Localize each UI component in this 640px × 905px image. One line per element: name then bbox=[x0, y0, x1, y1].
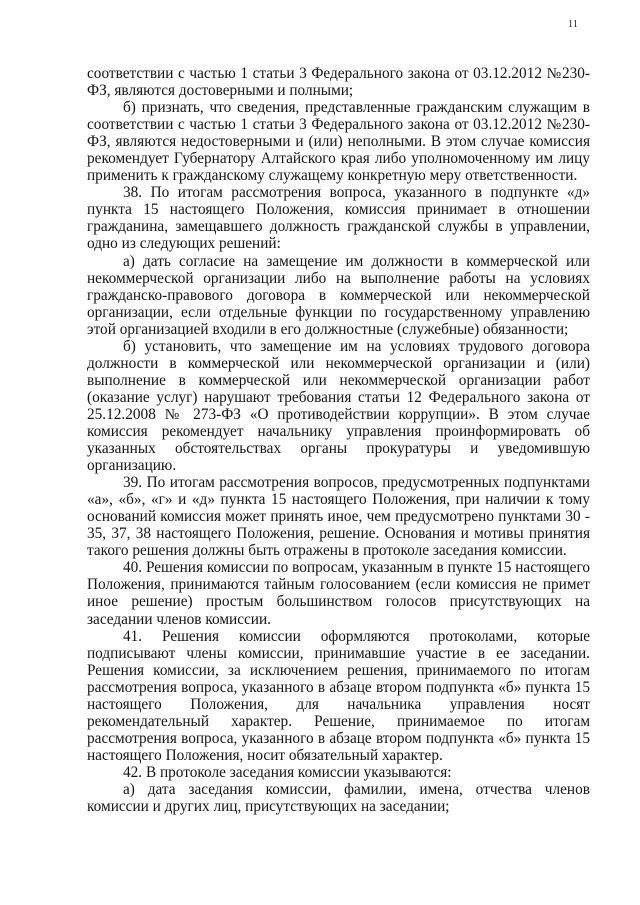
document-body bbox=[87, 65, 590, 815]
paragraph-clause-39: 39. По итогам рассмотрения вопросов, предусмотренных подпунктами «а», «б», «г» и «д» пункта 15 настоящего Положения, при наличии к тому оснований комиссия может принять иное, чем предусмотрено пунктами 30 - 35, 37, 38 настоящего Положения, решение. Основания и мотивы принятия такого решения должны быть отражены в протоколе заседания комиссии. bbox=[87, 474, 590, 560]
paragraph-clause-40: 40. Решения комиссии по вопросам, указанным в пункте 15 настоящего Положения, принимаются тайным голосованием (если комиссия не примет иное решение) простым большинством голосов присутствующих на заседании членов комиссии. bbox=[87, 559, 590, 628]
paragraph-clause-38-b: б) установить, что замещение им на условиях трудового договора должности в коммерческой или некоммерческой организации и (или) выполнение в коммерческой или некоммерческой организации работ (оказание услуг) нарушают требования статьи 12 Федерального закона от 25.12.2008 № 273-ФЗ «О противодействии коррупции». В этом случае комиссия рекомендует начальнику управления проинформировать об указанных обстоятельствах органы прокуратуры и уведомившую организацию. bbox=[87, 337, 590, 475]
paragraph-clause-42-a: а) дата заседания комиссии, фамилии, имена, отчества членов комиссии и других лиц, присутствующих на заседании; bbox=[87, 780, 590, 816]
paragraph-continuation: соответствии с частью 1 статьи 3 Федерального закона от 03.12.2012 №230-ФЗ, являются достоверными и полными; bbox=[87, 65, 590, 100]
paragraph-subclause-b-incomplete: б) признать, что сведения, представленные гражданским служащим в соответствии с частью 1 статьи 3 Федерального закона от 03.12.2012 №230-ФЗ, являются недостоверными и (или) неполными. В этом случае комиссия рекомендует Губернатору Алтайского края либо уполномоченному им лицу применить к гражданскому служащему конкретную меру ответственности. bbox=[87, 99, 590, 185]
paragraph-clause-38-a: а) дать согласие на замещение им должности в коммерческой или некоммерческой организации либо на выполнение работы на условиях гражданско-правового договора в коммерческой или некоммерческой организации, если отдельные функции по государственному управлению этой организацией входили в его должностные (служебные) обязанности; bbox=[87, 252, 590, 338]
page-number: 11 bbox=[567, 19, 578, 30]
paragraph-clause-42: 42. В протоколе заседания комиссии указываются: bbox=[123, 763, 452, 781]
paragraph-clause-38: 38. По итогам рассмотрения вопроса, указанного в подпункте «д» пункта 15 настоящего Положения, комиссия принимает в отношении гражданина, замещавшего должность гражданской службы в управлении, одно из следующих решений: bbox=[87, 184, 590, 253]
paragraph-clause-41: 41. Решения комиссии оформляются протоколами, которые подписывают члены комиссии, принимавшие участие в ее заседании. Решения комиссии, за исключением решения, принимаемого по итогам рассмотрения вопроса, указанного в абзаце втором подпункта «б» пункта 15 настоящего Положения, для начальника управления носят рекомендательный характер. Решение, принимаемое по итогам рассмотрения вопроса, указанного в абзаце втором подпункта «б» пункта 15 настоящего Положения, носит обязательный характер. bbox=[87, 627, 590, 764]
